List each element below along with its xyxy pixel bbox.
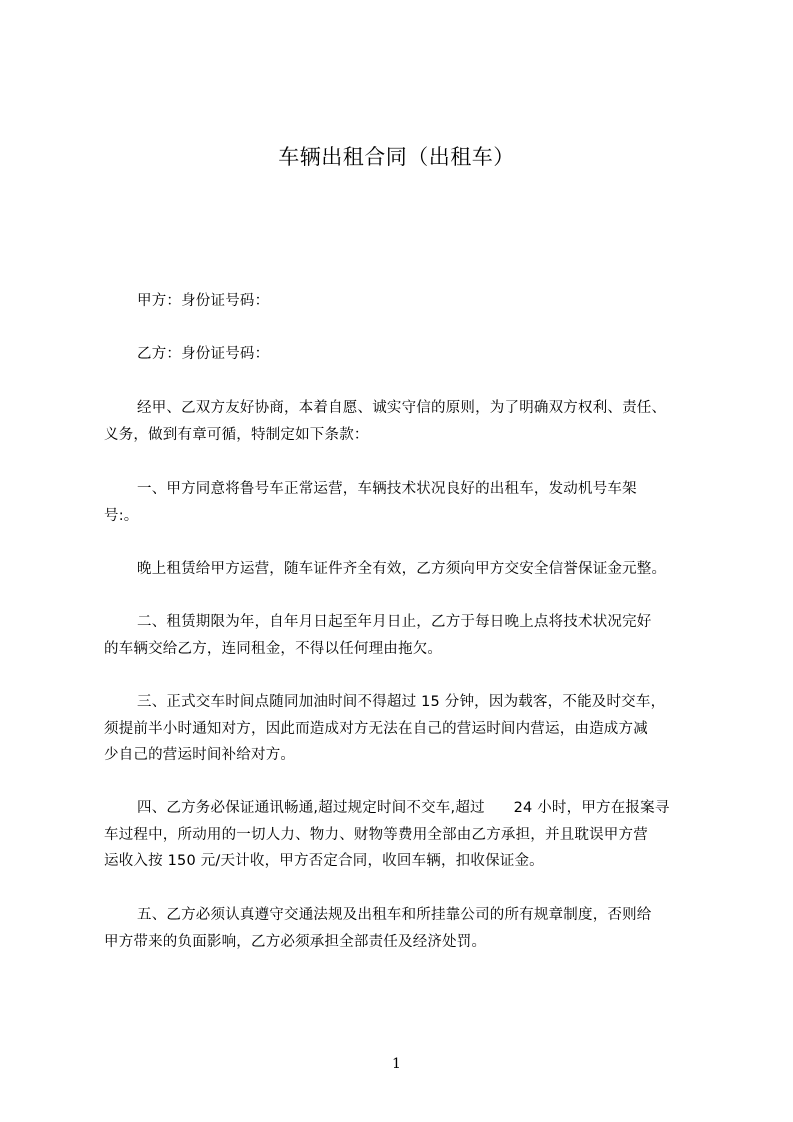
party-a-line — [104, 288, 714, 315]
intro-paragraph — [104, 395, 714, 448]
clause-5-line-2: 甲方带来的负面影响，乙方必须承担全部责任及经济处罚。 — [104, 933, 487, 950]
clause-4-line-1: 四、乙方务必保证通讯畅通,超过规定时间不交车,超过 24 小时，甲方在报案寻 — [137, 800, 670, 816]
clause-1b-line-1: 晚上租赁给甲方运营，随车证件齐全有效，乙方须向甲方交安全信誉保证金元整。 — [137, 561, 667, 577]
clause-1-line-2: 号:。 — [104, 507, 139, 524]
party-b-text: 乙方：身份证号码： — [137, 346, 270, 362]
clause-3-line-2: 须提前半小时通知对方，因此而造成对方无法在自己的营运时间内营运，由造成方减 — [104, 720, 648, 737]
clause-2-line-2: 的车辆交给乙方，连同租金，不得以任何理由拖欠。 — [104, 640, 443, 657]
party-a-text: 甲方：身份证号码： — [137, 293, 270, 309]
intro-line-2: 义务，做到有章可循，特制定如下条款： — [104, 426, 369, 443]
clause-3-line-1: 三、正式交车时间点随同加油时间不得超过 15 分钟，因为载客，不能及时交车， — [137, 694, 666, 710]
clause-1-paragraph — [104, 476, 714, 529]
clause-5-line-1: 五、乙方必须认真遵守交通法规及出租车和所挂靠公司的所有规章制度，否则给 — [137, 907, 652, 923]
clause-1-line-1: 一、甲方同意将鲁号车正常运营，车辆技术状况良好的出租车，发动机号车架 — [137, 481, 637, 497]
clause-4-paragraph — [104, 795, 714, 875]
intro-line-1: 经甲、乙双方友好协商，本着自愿、诚实守信的原则，为了明确双方权利、责任、 — [137, 400, 667, 416]
clause-2-line-1: 二、租赁期限为年，自年月日起至年月日止，乙方于每日晚上点将技术状况完好 — [137, 614, 652, 630]
clause-2-paragraph — [104, 609, 714, 662]
clause-3-paragraph — [104, 689, 714, 769]
page-number: 1 — [392, 1056, 401, 1072]
document-title: 车辆出租合同（出租车） — [278, 145, 515, 169]
clause-5-paragraph — [104, 902, 714, 955]
clause-4-line-3: 运收入按 150 元/天计收，甲方否定合同，收回车辆，扣收保证金。 — [104, 853, 544, 869]
clause-3-line-3: 少自己的营运时间补给对方。 — [104, 747, 296, 763]
clause-4-line-2: 车过程中，所动用的一切人力、物力、财物等费用全部由乙方承担，并且耽误甲方营 — [104, 826, 648, 843]
clause-1b-paragraph — [104, 556, 714, 583]
party-b-line — [104, 341, 714, 368]
